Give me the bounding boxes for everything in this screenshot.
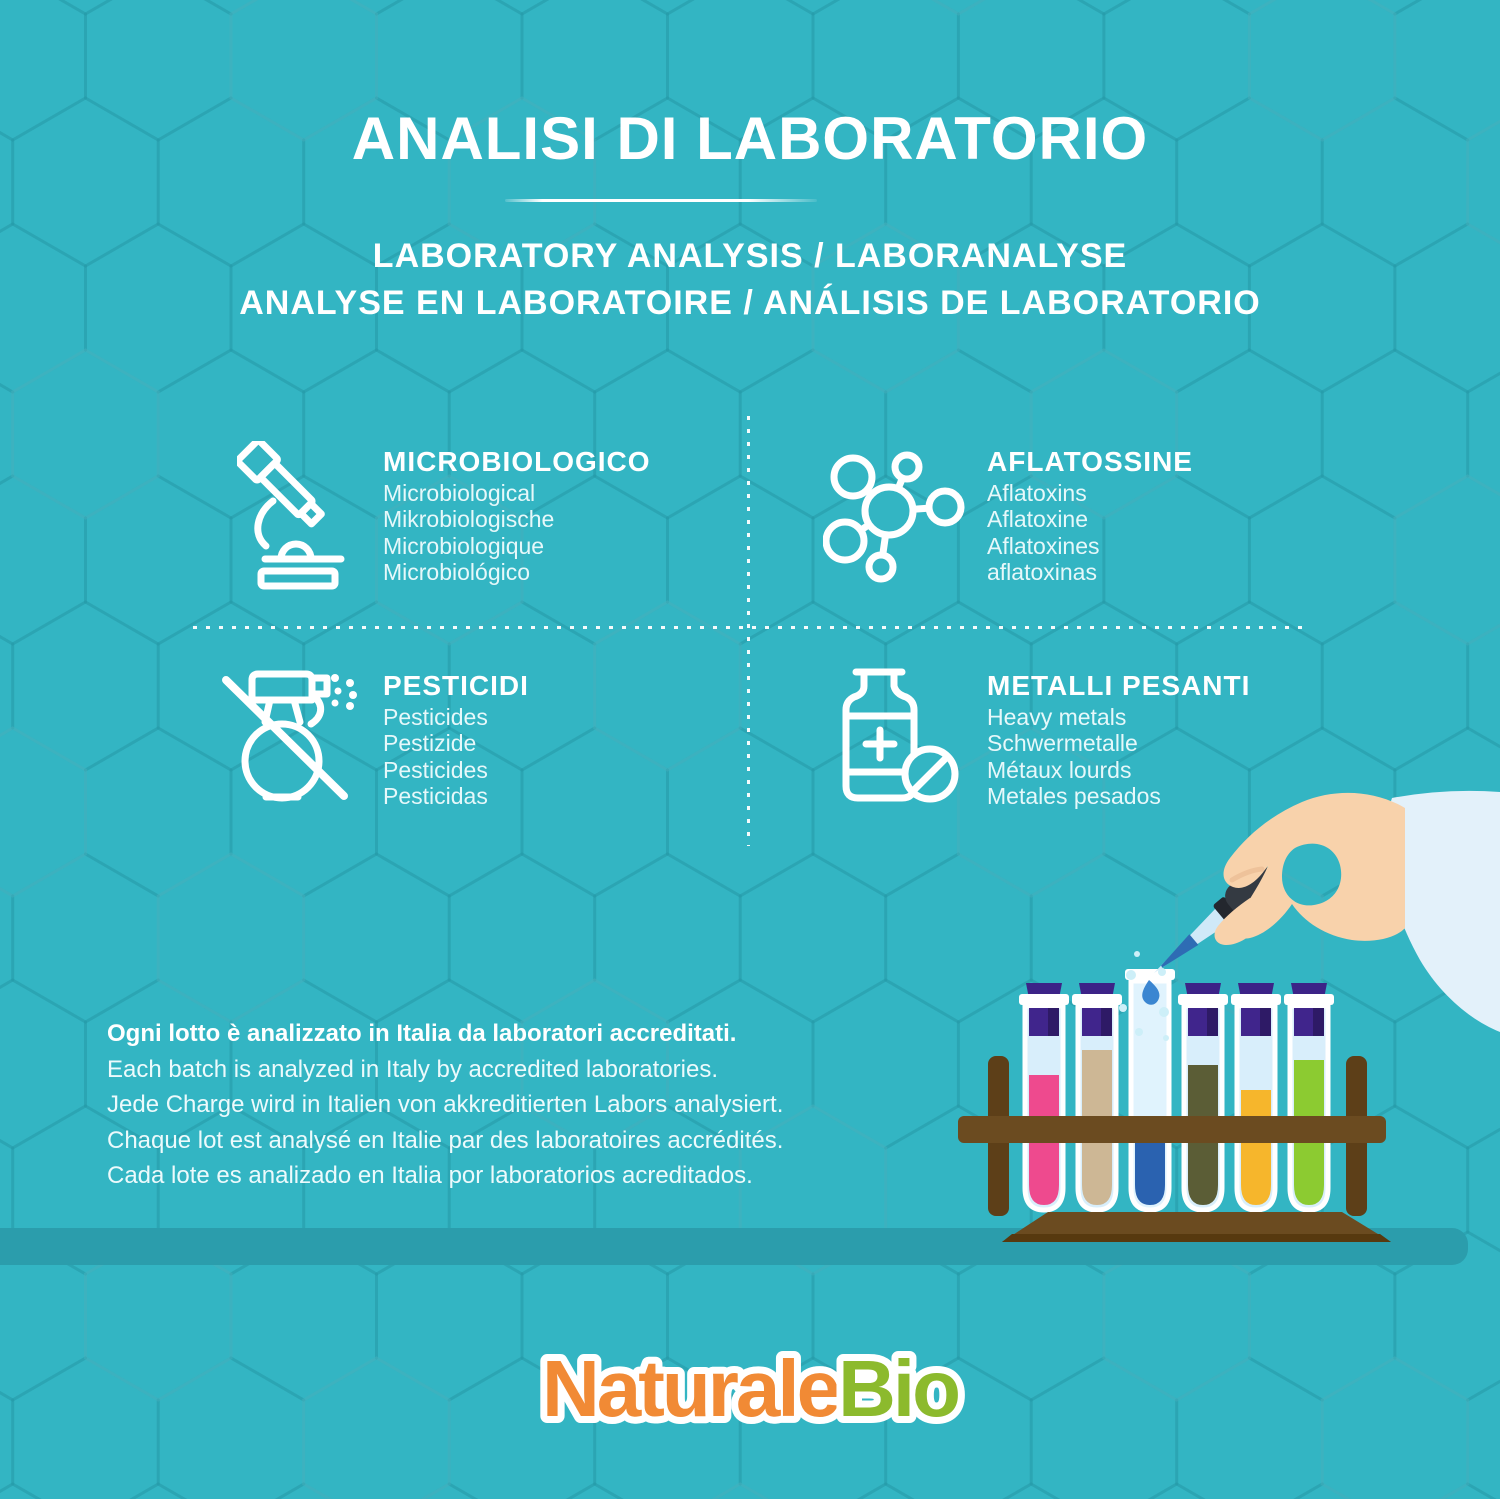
vertical-dotted-divider xyxy=(747,416,750,846)
section-items-aflatossine xyxy=(987,480,1100,585)
section-item: Pesticides xyxy=(383,704,488,730)
section-title-aflatossine: AFLATOSSINE xyxy=(987,446,1193,477)
section-title-metalli-pesanti: METALLI PESANTI xyxy=(987,670,1251,701)
test-tube xyxy=(1072,983,1122,1210)
subtitle-line-2: ANALYSE EN LABORATOIRE / ANÁLISIS DE LABORATORIO xyxy=(239,284,1261,322)
section-item: Schwermetalle xyxy=(987,730,1138,757)
title-divider xyxy=(505,199,817,202)
section-item: Microbiológico xyxy=(383,558,531,585)
molecule-icon xyxy=(823,449,968,584)
section-item: Microbiologique xyxy=(383,532,545,559)
test-tube-open xyxy=(1125,969,1175,1210)
section-item: Métaux lourds xyxy=(987,756,1132,783)
test-tube xyxy=(1019,983,1069,1210)
note-line: Cada lote es analizado en Italia por laboratorios acreditados. xyxy=(107,1162,753,1189)
svg-text:NaturaleBio xyxy=(542,1344,958,1433)
note-line: Each batch is analyzed in Italy by accredited laboratories. xyxy=(107,1055,719,1083)
note-line-bold: Ogni lotto è analizzato in Italia da laboratori accreditati. xyxy=(107,1020,737,1047)
test-tube xyxy=(1284,983,1334,1210)
test-tube xyxy=(1231,983,1281,1210)
note-line: Chaque lot est analysé en Italie par des laboratoires accrédités. xyxy=(107,1126,784,1154)
hand xyxy=(1215,793,1405,945)
no-heavy-metals-bottle-icon xyxy=(838,664,963,804)
lab-illustration xyxy=(950,780,1500,1270)
section-item: Mikrobiologische xyxy=(383,506,555,533)
section-items-pesticidi xyxy=(383,704,488,809)
page-title: ANALISI DI LABORATORIO xyxy=(351,105,1149,172)
section-item: Aflatoxines xyxy=(987,532,1100,559)
microscope-icon xyxy=(237,441,352,591)
section-items-microbiologico xyxy=(383,480,554,585)
section-item: Aflatoxine xyxy=(987,506,1089,533)
subtitle-line-1: LABORATORY ANALYSIS / LABORANALYSE xyxy=(372,237,1128,275)
section-title-microbiologico: MICROBIOLOGICO xyxy=(383,446,651,477)
section-item: Pestizide xyxy=(383,730,477,757)
section-item: Microbiological xyxy=(383,480,536,506)
brand-name-bio: Bio xyxy=(838,1344,958,1433)
no-pesticides-spray-icon xyxy=(222,666,357,811)
section-item: Metales pesados xyxy=(987,782,1161,809)
test-tube-rack xyxy=(958,969,1391,1242)
section-title-pesticidi: PESTICIDI xyxy=(383,670,529,701)
note-line: Jede Charge wird in Italien von akkreditierten Labors analysiert. xyxy=(107,1091,784,1118)
section-item: Aflatoxins xyxy=(987,480,1087,506)
brand-name-naturale: Naturale xyxy=(542,1344,839,1433)
section-item: Pesticides xyxy=(383,756,488,783)
section-item: aflatoxinas xyxy=(987,558,1097,585)
brand-logo xyxy=(0,1332,1500,1442)
test-tube xyxy=(1178,983,1228,1210)
footer-note xyxy=(107,1016,907,1194)
section-item: Heavy metals xyxy=(987,704,1127,730)
section-item: Pesticidas xyxy=(383,782,488,809)
